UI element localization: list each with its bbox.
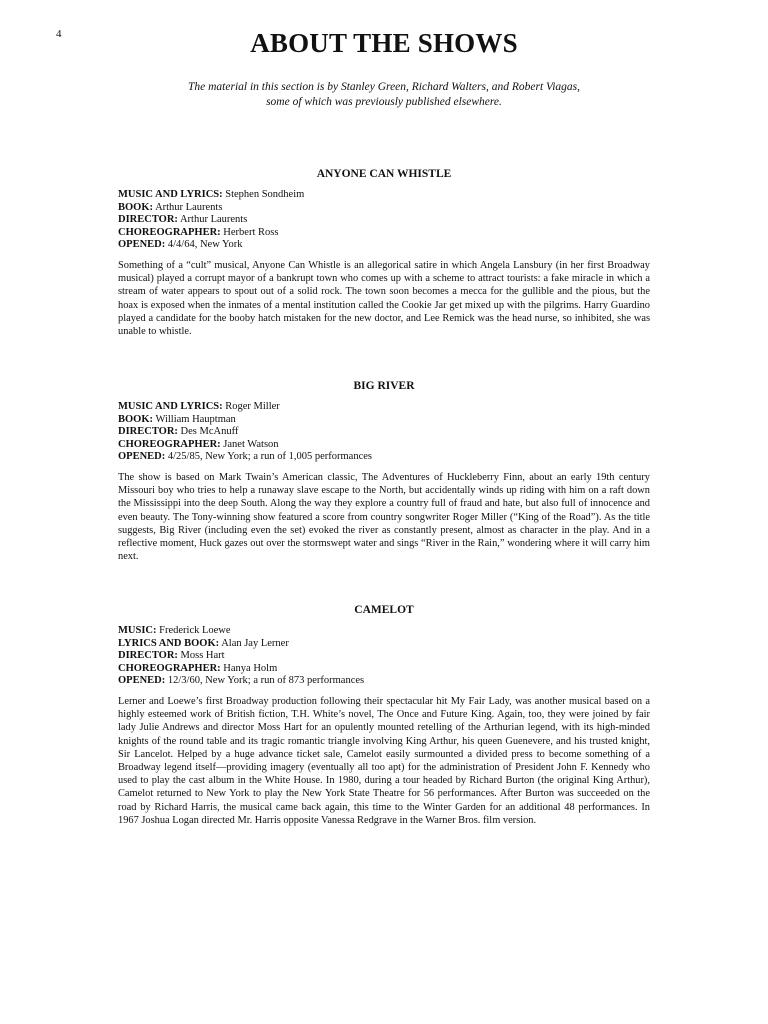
credit-line: [118, 675, 650, 688]
credit-line: [118, 401, 650, 414]
credits-list: [118, 189, 650, 252]
credit-label: MUSIC:: [118, 625, 157, 636]
credit-line: [118, 202, 650, 215]
credit-value: 4/25/85, New York; a run of 1,005 performances: [167, 451, 373, 463]
credit-line: [118, 426, 650, 439]
credit-label: OPENED:: [118, 675, 166, 687]
credit-label: OPENED:: [118, 451, 166, 463]
credit-value: Moss Hart: [180, 650, 225, 662]
section-title: BIG RIVER: [353, 380, 415, 392]
credit-value: Janet Watson: [223, 438, 279, 450]
credit-value: Des McAnuff: [180, 426, 239, 438]
credit-value: Arthur Laurents: [155, 201, 223, 213]
credit-value: Frederick Loewe: [159, 625, 231, 636]
page-number: 4: [56, 28, 62, 40]
show-description: Lerner and Loewe’s first Broadway production following their spectacular hit My Fair Lady, was another musical based on a highly esteemed work of British fiction, T.H. White’s novel, The Once and Future King. Again, too, they were joined by fair lady Julie Andrews and director Moss Hart for an opulently mounted retelling of the Arthurian legend, with its high-minded knights of the round table and its tragic romantic triangle involving King Arthur, his queen Guenevere, and his trusted knight, Sir Lancelot. Helped by a huge advance ticket sale, Camelot easily surmounted a divided press to become something of a Broadway legend itself—providing imagery (eventually all too apt) for the administration of President John F. Kennedy who used to play the cast album in the White House. In 1980, during a tour headed by Richard Burton (the original King Arthur), Camelot returned to New York to play the New York State Theatre for 56 performances. After Burton was succeeded on the road by Richard Harris, the musical came back again, this time to the Winter Garden for an additional 48 performances. In 1967 Joshua Logan directed Mr. Harris opposite Vanessa Redgrave in the Warner Bros. film version.: [118, 695, 650, 826]
credit-value: 4/4/64, New York: [167, 239, 243, 251]
show-section-big-river: [118, 380, 650, 563]
credit-value: Arthur Laurents: [179, 214, 248, 226]
credit-line: [118, 451, 650, 464]
credit-line: [118, 638, 650, 651]
credit-value: William Hauptman: [155, 413, 236, 425]
intro-line-1: The material in this section is by Stanley Green, Richard Walters, and Robert Viagas,: [187, 81, 581, 93]
credit-label: CHOREOGRAPHER:: [118, 662, 221, 674]
credit-label: DIRECTOR:: [118, 650, 178, 662]
credit-value: Roger Miller: [225, 401, 280, 412]
intro-text: [150, 80, 618, 110]
intro-line-2: some of which was previously published elsewhere.: [266, 96, 502, 108]
section-title: ANYONE CAN WHISTLE: [316, 168, 452, 180]
credit-label: CHOREOGRAPHER:: [118, 226, 221, 238]
credit-line: [118, 663, 650, 676]
credit-line: [118, 650, 650, 663]
credit-label: OPENED:: [118, 239, 166, 251]
credit-label: MUSIC AND LYRICS:: [118, 401, 223, 412]
section-title: CAMELOT: [354, 604, 414, 616]
show-section-anyone-can-whistle: [118, 168, 650, 338]
credit-value: Alan Jay Lerner: [221, 637, 289, 649]
credit-line: [118, 227, 650, 240]
credit-value: Herbert Ross: [223, 226, 279, 238]
credit-label: BOOK:: [118, 201, 154, 213]
credit-line: [118, 239, 650, 252]
show-description: Something of a “cult” musical, Anyone Can Whistle is an allegorical satire in which Angela Lansbury (in her first Broadway musical) played a corrupt mayor of a bankrupt town who comes up with a scheme to attract tourists: a fake miracle in which a stream of water appears to spout out of a solid rock. The town soon becomes a mecca for the gullible and the pious, but the hoax is exposed when the inmates of a mental institution called the Cookie Jar get mixed up with the pilgrims. Harry Guardino played a candidate for the booby hatch mistaken for the new doctor, and Lee Remick was the head nurse, so inhibited, she was unable to whistle.: [118, 259, 650, 337]
page-title: ABOUT THE SHOWS: [250, 28, 518, 58]
credit-label: DIRECTOR:: [118, 214, 178, 226]
credit-label: CHOREOGRAPHER:: [118, 438, 221, 450]
credit-label: BOOK:: [118, 413, 154, 425]
show-description: The show is based on Mark Twain’s American classic, The Adventures of Huckleberry Finn, about an early 19th century Missouri boy who tries to help a runaway slave escape to the North, but accidentally winds up riding with him on a raft down the Mississippi into the deep South. Along the way they explore a country full of fraud and hate, but also full of innocence and even beauty. The Tony-winning show featured a score from country songwriter Roger Miller (“King of the Road”). As the title suggests, Big River (including even the set) evoked the river as constantly present, almost as character in the play. And in a reflective moment, Huck gazes out over the stormswept water and sings “River in the Rain,” wondering where it will carry him next.: [118, 471, 650, 563]
credit-line: [118, 439, 650, 452]
credit-line: [118, 414, 650, 427]
credit-value: 12/3/60, New York; a run of 873 performances: [167, 675, 365, 687]
credit-label: LYRICS AND BOOK:: [118, 637, 220, 649]
credits-list: [118, 401, 650, 464]
credit-label: DIRECTOR:: [118, 426, 178, 438]
credits-list: [118, 625, 650, 688]
credit-line: [118, 189, 650, 202]
credit-value: Stephen Sondheim: [225, 189, 305, 200]
credit-line: [118, 214, 650, 227]
credit-line: [118, 625, 650, 638]
credit-value: Hanya Holm: [223, 662, 278, 674]
credit-label: MUSIC AND LYRICS:: [118, 189, 223, 200]
show-section-camelot: [118, 604, 650, 827]
